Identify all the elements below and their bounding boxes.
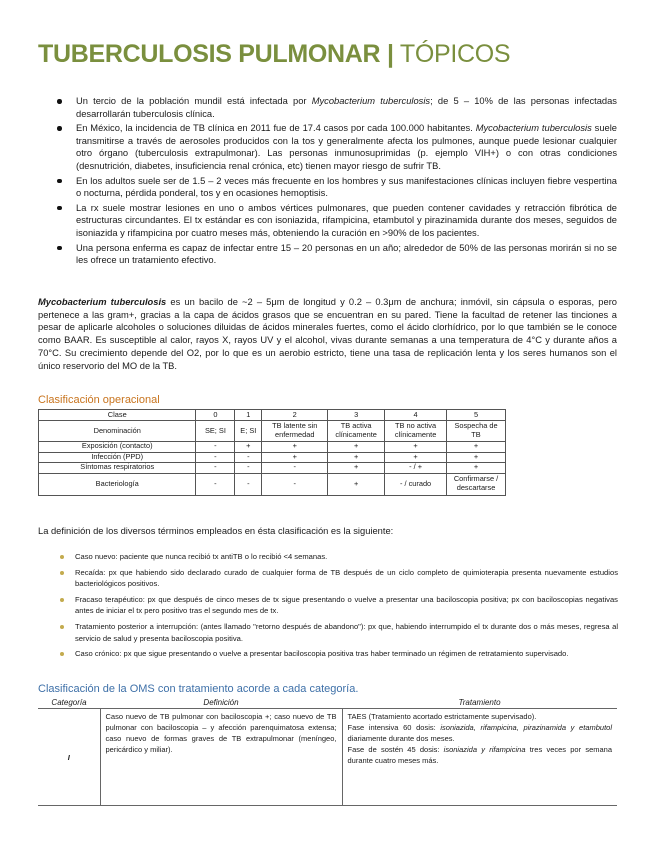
list-item: Fracaso terapéutico: px que después de cinco meses de tx sigue presentando o vuelve a presentar una baciloscopia positiva; px con baciloscopias negativas antes de iniciar el tx pero positivo tras el segundo mes de tx. (62, 594, 618, 617)
operational-classification-table (38, 409, 506, 496)
table-row: Síntomas respiratorios - - - + - / + + (39, 463, 506, 474)
list-item: Caso nuevo: paciente que nunca recibió tx antiTB o lo recibió <4 semanas. (62, 551, 618, 563)
table-row: Clase 0 1 2 3 4 5 (39, 410, 506, 421)
organism-name: Mycobacterium tuberculosis (38, 297, 167, 307)
list-item: Tratamiento posterior a interrupción: (antes llamado "retorno después de abandono"): px que, habiendo interrumpido el tx durante dos o más meses, regresa al servicio de salud y presenta baciloscopia positiva. (62, 621, 618, 644)
table-row: Infección (PPD) - - + + + + (39, 452, 506, 463)
list-item: Recaída: px que habiendo sido declarado curado de cualquier forma de TB después de un ciclo completo de quimioterapia presenta nuevamente estudios bacteriológicos positivos. (62, 567, 618, 590)
table-row: Bacteriología - - - + - / curado Confirmarse / descartarse (39, 473, 506, 495)
table-row: Exposición (contacto) - + + + + + (39, 442, 506, 453)
definitions-list (62, 551, 618, 664)
list-item: Caso crónico: px que sigue presentando o vuelve a presentar baciloscopia positiva tras haber terminado un régimen de retratamiento supervisado. (62, 648, 618, 660)
bullet-item: En los adultos suele ser de 1.5 – 2 veces más frecuente en los hombres y sus manifestaciones clínicas incluyen fiebre vespertina o nocturna, pérdida ponderal, tos y en ocasiones hemoptisis. (55, 175, 617, 200)
oms-classification-heading: Clasificación de la OMS con tratamiento acorde a cada categoría. (38, 683, 359, 695)
table-header-row: Categoría Definición Tratamiento (38, 697, 617, 708)
page-title-topic: TÓPICOS (393, 40, 511, 68)
oms-classification-table (38, 697, 617, 806)
page-title (38, 40, 510, 69)
page-title-main: TUBERCULOSIS PULMONAR | (38, 40, 394, 68)
description-paragraph: Mycobacterium tuberculosis es un bacilo de ~2 – 5μm de longitud y 0.2 – 0.3μm de anchura; inmóvil, sin cápsula o esporas, pero pertenece a las gram+, gracias a la capa de ácidos grasos que se encuentran en su pared. Tiene la facultad de retener las tinciones a pesar de aplicarle alcoholes o soluciones diluidas de ácidos minerales fuertes, como el ácido clorhídrico, por lo que también se le conoce como BAAR. Es susceptible al calor, rayos X, rayos UV y el alcohol, vivas durante semanas a una temperatura de 4°C y durante años a 70°C. Su crecimiento depende del O2, por lo que es un aerobio estricto, tiene una tasa de replicación lenta y los seres humanos son el único reservorio del MO de la TB. (38, 297, 617, 371)
bullet-item: La rx suele mostrar lesiones en uno o ambos vértices pulmonares, que pueden contener cavidades y retracción fibrótica de estructuras circundantes. El tx estándar es con isoniazida, rifampicina, etambutol y pirazinamida durante dos meses, seguidos de isoniazida y rifampicina por cuatro meses más, obteniendo la curación en >90% de los pacientes. (55, 202, 617, 240)
table-row (38, 708, 617, 805)
treatment-cell: TAES (Tratamiento acortado estrictamente supervisado). Fase intensiva 60 dosis: isoniazida, rifampicina, pirazinamida y etambutol diariamente durante dos meses. Fase de sostén 45 dosis: isoniazida y rifampicina tres veces por semana durante cuatro meses más. (342, 708, 617, 805)
definition-cell: Caso nuevo de TB pulmonar con baciloscopia +; caso nuevo de TB pulmonar con baciloscopia – y afección parenquimatosa extensa; caso nuevo de formas graves de TB extrapulmonar (meníngeo, pericárdico y miliar). (100, 708, 342, 805)
intro-bullet-list (55, 95, 617, 269)
definitions-intro: La definición de los diversos términos empleados en ésta clasificación es la siguiente: (38, 526, 394, 536)
operational-classification-heading: Clasificación operacional (38, 394, 160, 406)
bullet-item: En México, la incidencia de TB clínica en 2011 fue de 17.4 casos por cada 100.000 habitantes. Mycobacterium tuberculosis suele transmitirse a través de aerosoles producidos con la tos y generalmente afecta los pulmones, aunque puede lesionar cualquier otro órgano (tuberculosis extrapulmonar). Las personas inmunosuprimidas (p. ejemplo VIH+) o con otras condiciones (desnutrición, diabetes, insuficiencia renal crónica, etc) tienen mayor riesgo de sufrir TB. (55, 122, 617, 172)
table-row: Denominación SE; SI E; SI TB latente sin enfermedad TB activa clínicamente TB no activa clínicamente Sospecha de TB (39, 421, 506, 442)
bullet-item: Una persona enferma es capaz de infectar entre 15 – 20 personas en un año; alrededor de 50% de las personas morirán si no se les ofrece un tratamiento efectivo. (55, 242, 617, 267)
category-cell: I (38, 708, 100, 805)
bullet-item: Un tercio de la población mundil está infectada por Mycobacterium tuberculosis; de 5 – 10% de las personas infectadas desarrollarán tuberculosis clínica. (55, 95, 617, 120)
